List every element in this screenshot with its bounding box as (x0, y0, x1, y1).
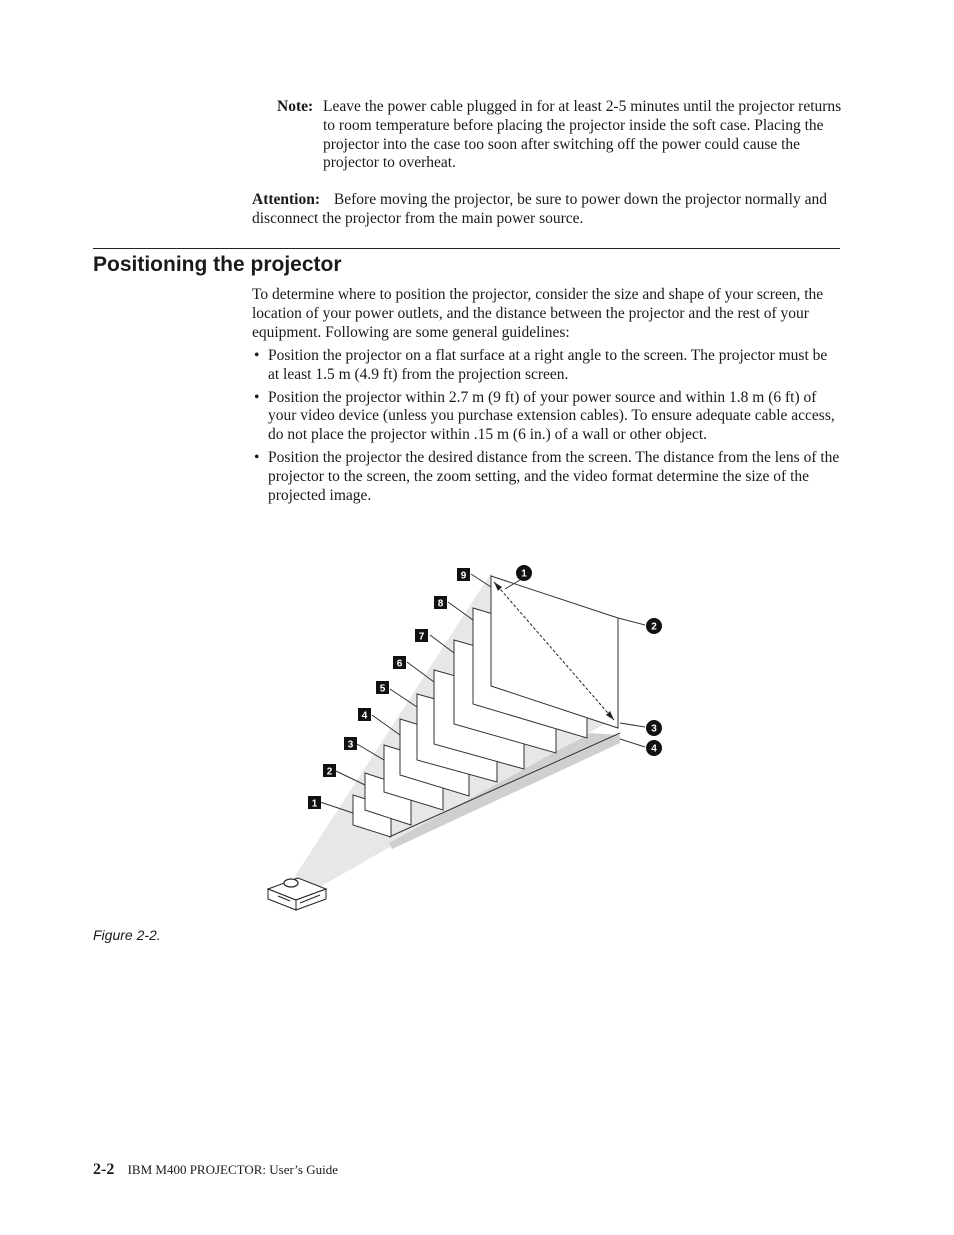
figure-caption: Figure 2-2. (93, 927, 161, 943)
document-title: IBM M400 PROJECTOR: User’s Guide (127, 1162, 339, 1177)
screen-label-3: 3 (347, 739, 354, 751)
screen-label-1: 1 (311, 798, 318, 810)
list-item: • Position the projector on a flat surface at a right angle to the screen. The projector must be at least 1.5 m (4.9 ft) from the projection screen. (254, 347, 828, 383)
screen-label-9: 9 (460, 570, 467, 582)
callout-1: 1 (521, 568, 527, 580)
projection-diagram (250, 545, 690, 925)
screen-label-2: 2 (326, 766, 333, 778)
callout-2: 2 (651, 621, 657, 633)
list-item-text: Position the projector on a flat surface at a right angle to the screen. The projector must be at least 1.5 m (4.9 ft) from the projection screen. (268, 347, 828, 383)
callout-4: 4 (651, 743, 657, 755)
section-title: Positioning the projector (93, 253, 342, 276)
note-text: Leave the power cable plugged in for at least 2-5 minutes until the projector returns to room temperature before placing the projector inside the soft case. Placing the projector into the case too soon after switching off the power could cause the projector to overheat. (323, 98, 842, 172)
attention-block (252, 191, 842, 229)
section-divider (93, 248, 840, 249)
screen-label-8: 8 (437, 598, 444, 610)
screen-label-6: 6 (396, 658, 403, 670)
page-footer (93, 1161, 338, 1179)
guideline-list (252, 347, 842, 509)
screen-label-5: 5 (379, 683, 386, 695)
note-label: Note: (277, 98, 314, 115)
callout-3: 3 (651, 723, 657, 735)
screen-label-4: 4 (361, 710, 368, 722)
list-item: • Position the projector the desired distance from the screen. The distance from the lens of the projector to the screen, the zoom setting, and the video format determine the size of the projected image. (254, 448, 840, 504)
attention-label: Attention: (252, 191, 321, 208)
list-item-text: Position the projector the desired distance from the screen. The distance from the lens of the projector to the screen, the zoom setting, and the video format determine the size of the projected image. (268, 448, 840, 504)
screen-label-7: 7 (418, 631, 425, 643)
intro-paragraph: To determine where to position the projector, consider the size and shape of your screen, the location of your power outlets, and the distance between the projector and the rest of your equipment. Following are some general guidelines: (252, 286, 824, 341)
list-item-text: Position the projector within 2.7 m (9 ft) of your power source and within 1.8 m (6 ft) of your video device (unless you purchase extension cables). To ensure adequate cable access, do not place the projector within .15 m (6 in.) of a wall or other object. (268, 388, 835, 444)
projection-diagram-svg (250, 545, 690, 925)
list-item: • Position the projector within 2.7 m (9 ft) of your power source and within 1.8 m (6 ft) of your video device (unless you purchase extension cables). To ensure adequate cable access, do not place the projector within .15 m (6 in.) of a wall or other object. (254, 388, 835, 444)
page-number: 2-2 (93, 1161, 115, 1178)
attention-text: Before moving the projector, be sure to power down the projector normally and disconnect the projector from the main power source. (252, 191, 827, 227)
